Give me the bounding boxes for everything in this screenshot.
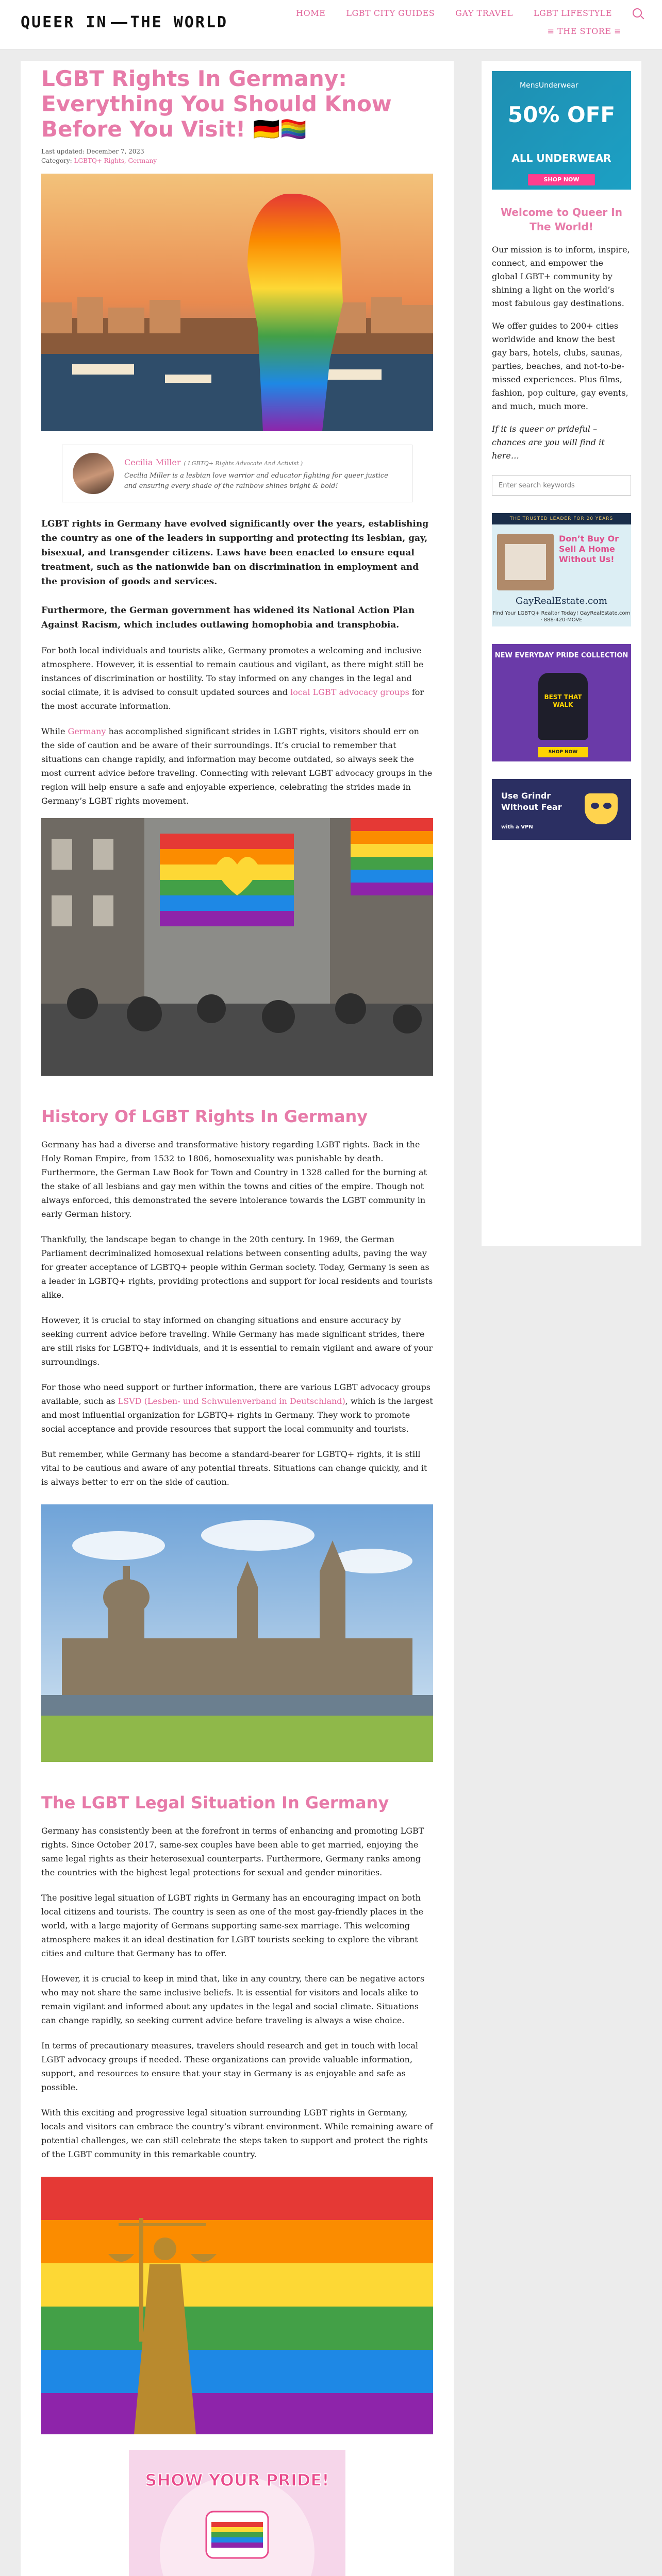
- nav-gay-travel[interactable]: GAY TRAVEL: [455, 8, 513, 18]
- nav-the-store[interactable]: ≡ THE STORE ≡: [547, 26, 621, 36]
- show-your-pride-image: [129, 2450, 345, 2576]
- local-lgbt-groups-link[interactable]: local LGBT advocacy groups: [290, 687, 409, 697]
- author-avatar: [73, 453, 114, 494]
- paragraph: However, it is crucial to keep in mind that, like in any country, there can be negative actors who may not share the same inclusive beliefs. It is essential for visitors and locals alike to remain vigilant and informed about any updates in the legal and social climate. Situations can change rapidly, so seeking current advice before traveling is always a wise choice.: [41, 1974, 425, 2025]
- hero-image: [41, 174, 433, 431]
- underwear-ad[interactable]: [492, 71, 631, 190]
- ad-logo: GayRealEstate.com: [516, 596, 607, 606]
- sidebar-tagline: If it is queer or prideful – chances are you will find it here…: [492, 424, 605, 461]
- paragraph: While Germany has accomplished significant strides in LGBT rights, visitors should err on the side of caution and be aware of their surroundings. It’s crucial to remember that situations can change rapidly, and information may become outdated, so always seek the most current advice before traveling. Connecting with relevant LGBT advocacy groups in the region will help ensure a safe and enjoyable experience, celebrating the strides made in Germany’s LGBT rights movement.: [41, 726, 433, 806]
- ad-shop-now-button[interactable]: SHOP NOW: [528, 174, 595, 185]
- search-icon[interactable]: [633, 8, 642, 18]
- nav-home[interactable]: HOME: [296, 8, 326, 18]
- ad-brand: MensUnderwear: [520, 81, 578, 90]
- ad-subtext: with a VPN: [501, 824, 533, 830]
- vpn-ad[interactable]: [492, 779, 631, 840]
- ad-headline: NEW EVERYDAY PRIDE COLLECTION: [494, 652, 628, 659]
- ad-shop-now-button[interactable]: SHOP NOW: [538, 747, 588, 757]
- sidebar: [482, 61, 641, 1246]
- site-header: [0, 0, 662, 49]
- dresden-skyline-image: [41, 1504, 433, 1762]
- nav-lgbt-lifestyle[interactable]: LGBT LIFESTYLE: [533, 8, 612, 18]
- category-label: Category:: [41, 157, 72, 164]
- paragraph: The positive legal situation of LGBT rights in Germany has an encouraging impact on both local citizens and tourists. The country is seen as one of the most gay-friendly places in the world, with a large majority of Germans supporting same-sex marriage. This welcoming atmosphere makes it an ideal destination for LGBT tourists seeking to explore the vibrant cities and culture that Germany has to offer.: [41, 1893, 424, 1958]
- intro-paragraph-2: Furthermore, the German government has widened its National Action Plan Against Racism, which includes outlawing homophobia and transphobia.: [41, 605, 415, 630]
- page-title: LGBT Rights In Germany: Everything You Should Know Before You Visit! 🇩🇪🏳️‍🌈: [41, 66, 392, 142]
- paragraph: In terms of precautionary measures, travelers should research and get in touch with local LGBT advocacy groups if needed. These organizations can provide valuable information, support, and resources to ensure that your stay in Germany is as enjoyable and safe as possible.: [41, 2041, 419, 2092]
- paragraph: With this exciting and progressive legal situation surrounding LGBT rights in Germany, locals and visitors can embrace the country’s vibrant environment. While remaining aware of potential challenges, we can still celebrate the steps taken to support and protect the rights of the LGBT community in this remarkable country.: [41, 2108, 433, 2159]
- post-meta: [41, 147, 433, 165]
- sidebar-welcome-heading: Welcome to Queer In The World!: [501, 206, 622, 233]
- paragraph: For those who need support or further information, there are various LGBT advocacy groups available, such as LSVD (Lesben- und Schwulenverband in Deutschland), which is the largest and most influential organization for LGBTQ+ rights in Germany. They work to promote social acceptance and provide resources that support the local community and tourists.: [41, 1382, 433, 1434]
- paragraph: Germany has consistently been at the forefront in terms of enhancing and promoting LGBT rights. Since October 2017, same-sex couples have been able to get married, enjoying the same legal rights as their heterosexual counterparts. Furthermore, Germany ranks among the countries with the highest legal protections for sexual and gender minorities.: [41, 1826, 424, 1877]
- paragraph: Germany has had a diverse and transformative history regarding LGBT rights. Back in the Holy Roman Empire, from 1532 to 1806, homosexuality was punishable by death. Furthermore, the German Law Book for Town and Country in 1328 called for the burning at the stake of all lesbians and gay men within the towns and cities of the empire. Though not always enforced, this demonstrated the severe intolerance towards the LGBT community in early German history.: [41, 1140, 427, 1219]
- paragraph: Thankfully, the landscape began to change in the 20th century. In 1969, the German Parliament decriminalized homosexual relations between consenting adults, paving the way for greater acceptance of LGBTQ+ people within German society. Today, Germany is seen as a leader in LGBTQ+ rights, providing protections and support for local residents and tourists alike.: [41, 1234, 433, 1300]
- mask-icon: [585, 793, 618, 824]
- real-estate-ad[interactable]: [492, 513, 631, 626]
- ad-headline: 50% OFF: [507, 102, 616, 127]
- last-updated: Last updated: December 7, 2023: [41, 148, 144, 155]
- author-bio: Cecilia Miller is a lesbian love warrior and educator fighting for queer justice and ensuring every shade of the rainbow shines bright & bold!: [124, 472, 388, 490]
- sidebar-search-input[interactable]: [492, 475, 631, 496]
- lady-justice-image: [41, 2177, 433, 2434]
- tshirt-image: [538, 673, 588, 740]
- author-role: ( LGBTQ+ Rights Advocate And Activist ): [184, 460, 303, 467]
- nav-lgbt-city-guides[interactable]: LGBT CITY GUIDES: [346, 8, 435, 18]
- ad-top-banner: THE TRUSTED LEADER FOR 20 YEARS: [492, 513, 631, 524]
- logo-text-right: THE WORLD: [130, 13, 228, 31]
- germany-link[interactable]: Germany: [68, 726, 106, 736]
- category-links[interactable]: LGBTQ+ Rights, Germany: [74, 157, 157, 164]
- paragraph: However, it is crucial to stay informed on changing situations and ensure accuracy by seeking current advice before traveling. While Germany has made significant strides, there are still risks for LGBTQ+ individuals, and it is essential to remain vigilant and aware of your surroundings.: [41, 1315, 433, 1367]
- show-your-pride-text: SHOW YOUR PRIDE!: [145, 2470, 329, 2490]
- intro-paragraph: LGBT rights in Germany have evolved significantly over the years, establishing the country as one of the leaders in supporting and protecting its lesbian, gay, bisexual, and transgender citizens. Laws have been enacted to ensure equal treatment, such as the nationwide ban on discrimination in employment and the provision of goods and services.: [41, 519, 429, 587]
- main-nav: [266, 5, 642, 41]
- article-container: [21, 61, 454, 2576]
- lsvd-link[interactable]: LSVD (Lesben- und Schwulenverband in Deutschland): [118, 1396, 345, 1406]
- house-photo: [497, 534, 554, 590]
- section-heading-legal: The LGBT Legal Situation In Germany: [41, 1793, 389, 1812]
- sidebar-mission: Our mission is to inform, inspire, connect, and empower the global LGBT+ community by shining a light on the world’s most fabulous gay destinations.: [492, 245, 630, 308]
- site-logo[interactable]: [21, 13, 228, 31]
- section-heading-history: History Of LGBT Rights In Germany: [41, 1107, 368, 1126]
- ad-footer-text: Find Your LGBTQ+ Realtor Today! GayRealEstate.com · 888-420-MOVE: [492, 611, 631, 623]
- ad-headline: Use Grindr Without Fear: [501, 791, 562, 812]
- logo-text-left: QUEER IN: [21, 13, 108, 31]
- author-name[interactable]: Cecilia Miller: [124, 457, 181, 467]
- tshirt-text: BEST THAT WALK: [544, 693, 582, 708]
- sidebar-offer: We offer guides to 200+ cities worldwide and know the best gay bars, hotels, clubs, saunas, parties, beaches, and not-to-be-missed experiences. Plus films, fashion, pop culture, gay events, and much, much more.: [492, 321, 628, 411]
- ad-headline: Don’t Buy Or Sell A Home Without Us!: [559, 534, 619, 564]
- paragraph: For both local individuals and tourists alike, Germany promotes a welcoming and inclusive atmosphere. However, it is essential to remain cautious and vigilant, as there might still be instances of discrimination or hostility. To stay informed on any changes in the legal and social climate, it is advised to consult updated sources and local LGBT advocacy groups for the most accurate information.: [41, 646, 424, 711]
- author-box: [62, 445, 412, 502]
- pride-parade-image: [41, 818, 433, 1076]
- paragraph: But remember, while Germany has become a standard-bearer for LGBTQ+ rights, it is still vital to be cautious and aware of any potential threats. Situations can change quickly, and it is always better to err on the side of caution.: [41, 1449, 427, 1487]
- pride-collection-ad[interactable]: [492, 644, 631, 761]
- ad-subheadline: ALL UNDERWEAR: [511, 152, 611, 164]
